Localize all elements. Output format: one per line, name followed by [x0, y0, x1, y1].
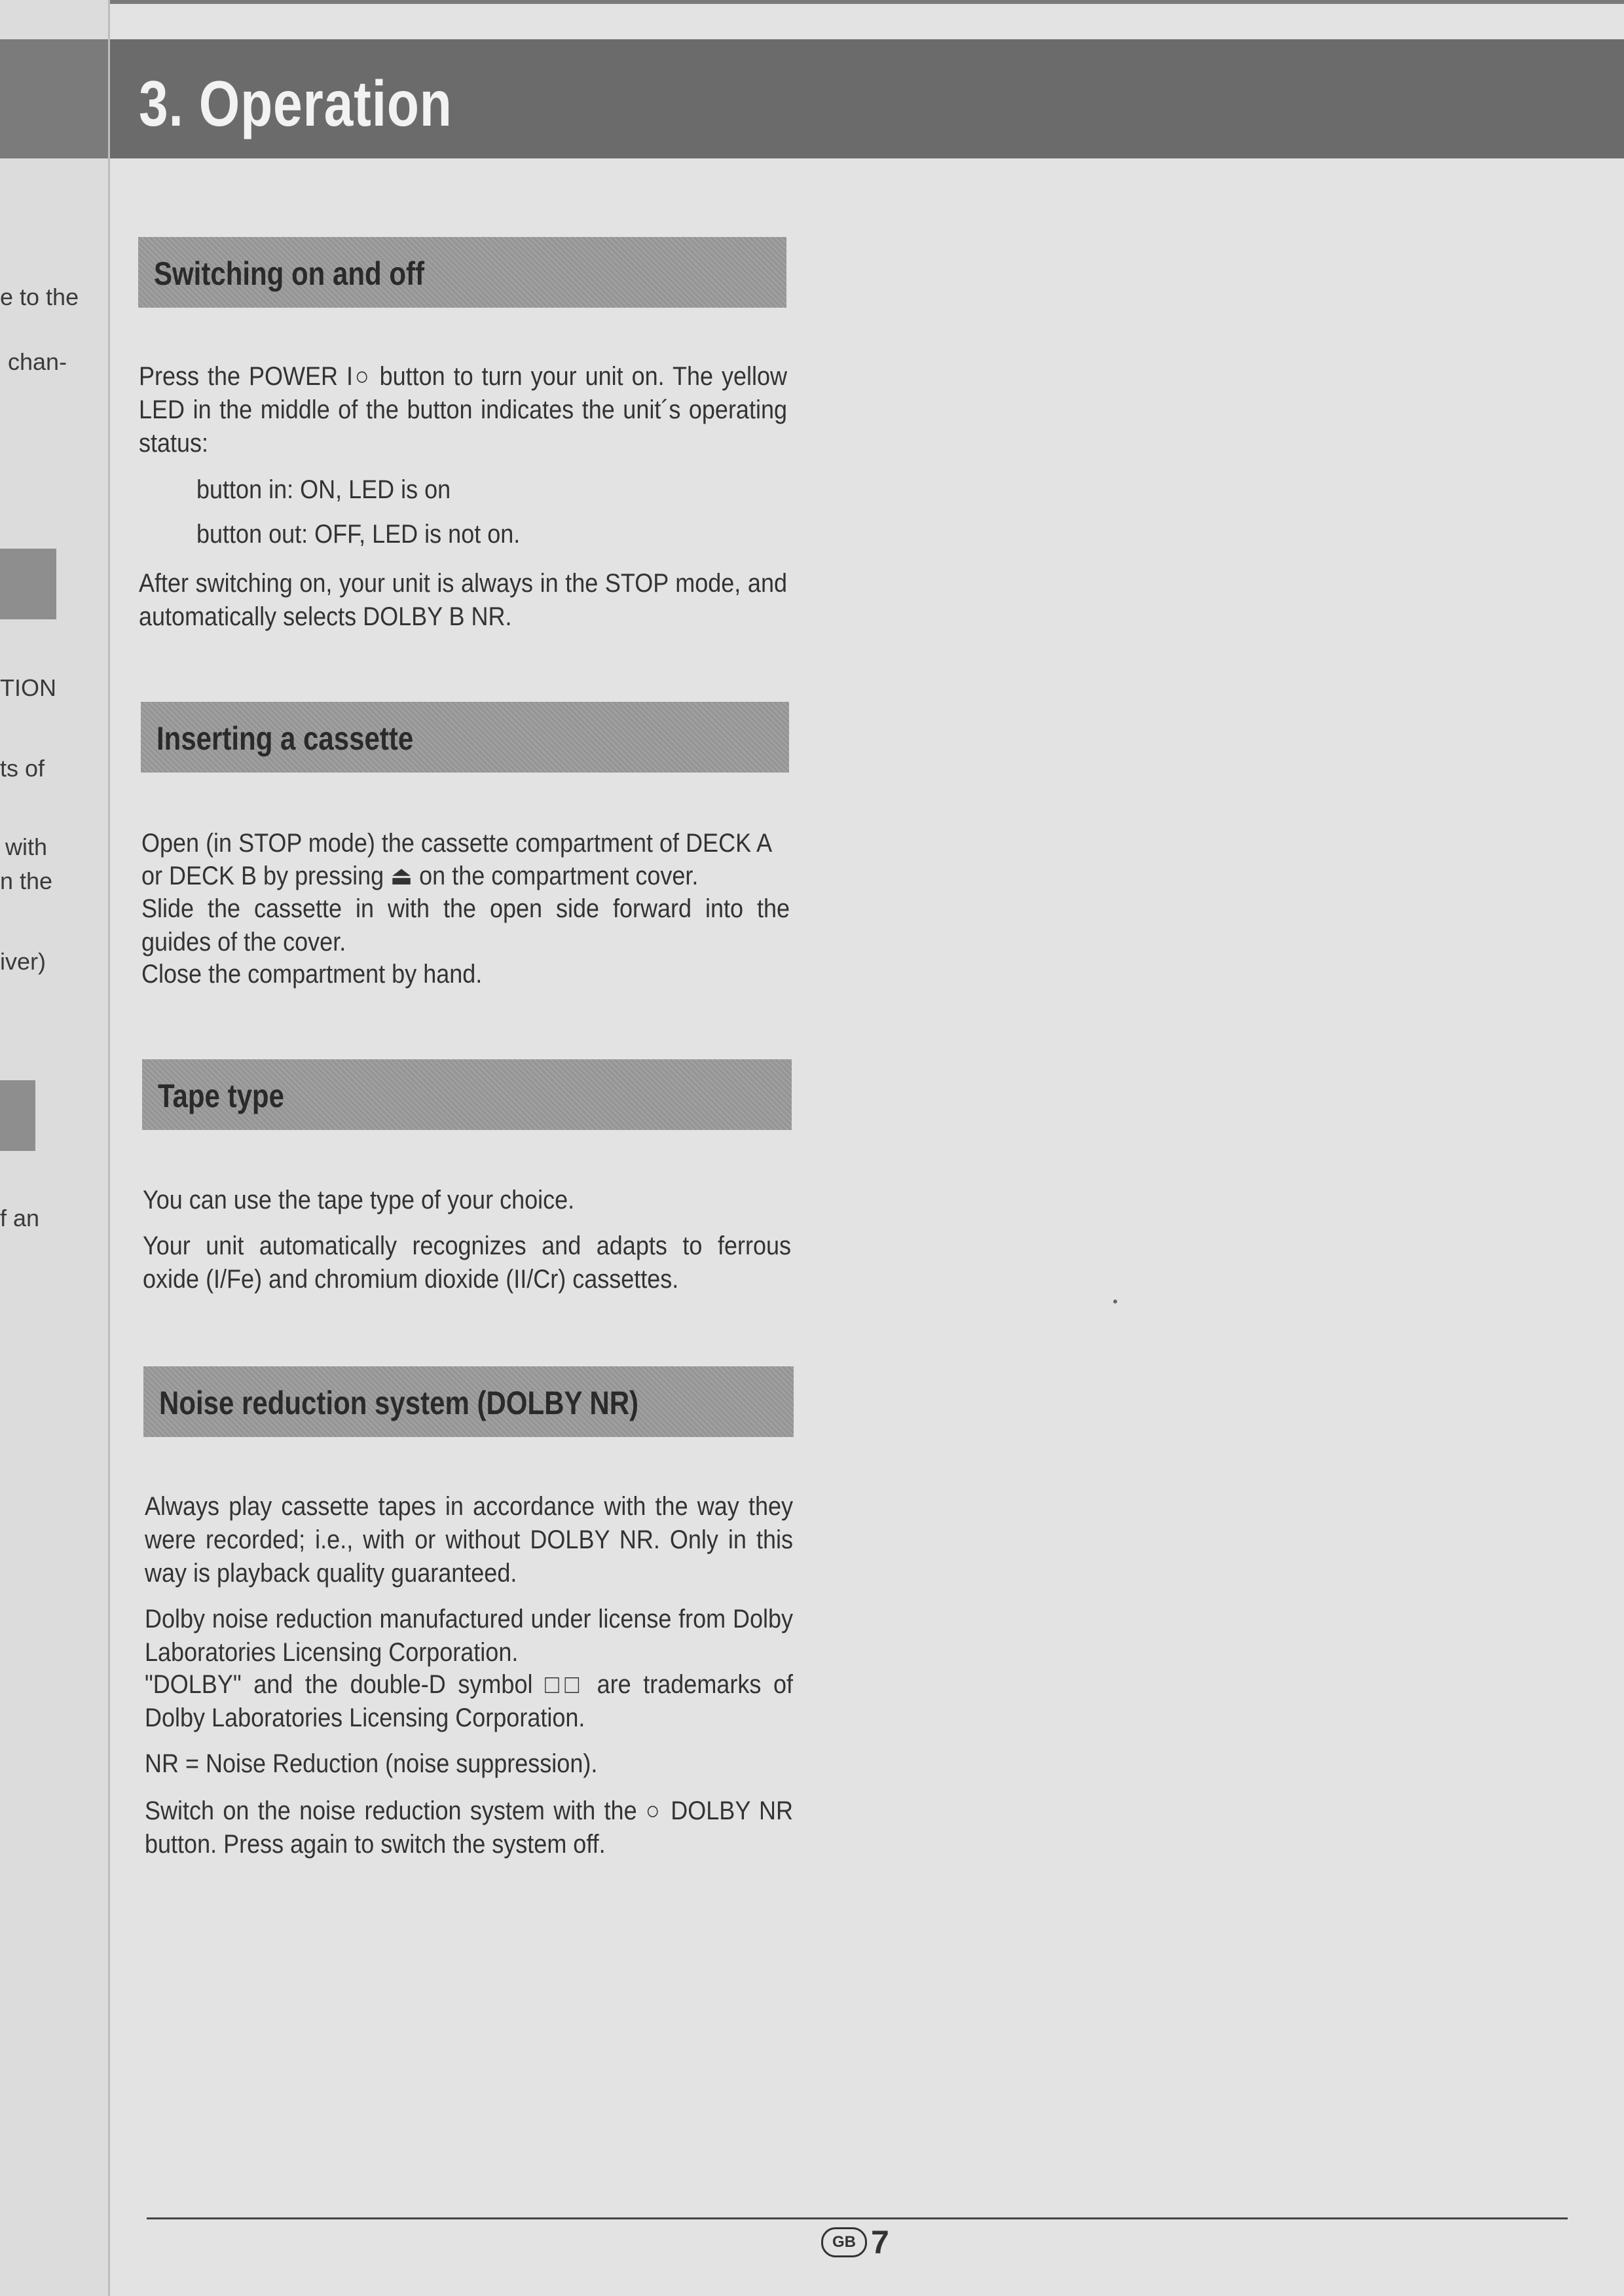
left-facing-page [0, 0, 110, 2296]
paragraph-line: Open (in STOP mode) the cassette compartment of DECK A [141, 829, 773, 858]
paragraph-line: You can use the tape type of your choice. [143, 1186, 575, 1214]
paragraph: Switch on the noise reduction system with the ○ DOLBY NR button. Press again to switch the system off. [145, 1796, 793, 1859]
paragraph-line: or DECK B by pressing ⏏ on the compartment cover. [141, 862, 699, 890]
left-text-fragment: TION [0, 674, 56, 701]
left-text-fragment: e to the [0, 283, 79, 310]
scan-speck [1113, 1300, 1117, 1303]
left-text-fragment: ts of [0, 755, 45, 782]
list-item: button out: OFF, LED is not on. [196, 520, 521, 549]
section-heading-switching [138, 237, 786, 308]
paragraph: "DOLBY" and the double-D symbol □□ are trademarks of Dolby Laboratories Licensing Corporation. [145, 1670, 793, 1732]
left-text-fragment: with [5, 833, 48, 860]
paragraph: Always play cassette tapes in accordance with the way they were recorded; i.e., with or without DOLBY NR. Only in this way is playback quality guaranteed. [145, 1492, 793, 1588]
left-text-fragment: iver) [0, 948, 46, 975]
page-number: 7 [871, 2224, 889, 2261]
left-section-box [0, 1080, 35, 1151]
paragraph-line: Close the compartment by hand. [141, 960, 483, 989]
paragraph: After switching on, your unit is always in the STOP mode, and automatically selects DOLBY B NR. [139, 569, 787, 631]
section-heading-text: Noise reduction system (DOLBY NR) [159, 1385, 639, 1421]
paragraph: Your unit automatically recognizes and adapts to ferrous oxide (I/Fe) and chromium dioxide (II/Cr) cassettes. [143, 1231, 791, 1294]
left-text-fragment: f an [0, 1205, 40, 1231]
paragraph: Dolby noise reduction manufactured under license from Dolby Laboratories Licensing Corporation. [145, 1605, 793, 1667]
section-heading-tape-type [142, 1059, 792, 1130]
language-badge: GB [821, 2227, 867, 2257]
left-text-fragment: n the [0, 867, 53, 894]
section-heading-inserting [141, 702, 789, 773]
chapter-title: 3. Operation [139, 67, 452, 139]
footer-rule [147, 2217, 1568, 2219]
section-heading-dolby [143, 1366, 794, 1437]
page-top-edge [0, 0, 1624, 4]
left-text-fragment: chan- [8, 348, 67, 375]
left-section-box [0, 549, 56, 619]
paragraph: Slide the cassette in with the open side forward into the guides of the cover. [141, 894, 790, 957]
chapter-header [110, 39, 1624, 158]
paragraph: Press the POWER I○ button to turn your unit on. The yellow LED in the middle of the button indicates the unit´s operating status: [139, 362, 787, 458]
left-header-band [0, 39, 108, 158]
list-item: button in: ON, LED is on [196, 475, 451, 504]
section-heading-text: Switching on and off [154, 255, 424, 292]
section-heading-text: Inserting a cassette [157, 720, 414, 757]
page-number-block [821, 2223, 889, 2261]
paragraph-line: NR = Noise Reduction (noise suppression). [145, 1749, 598, 1778]
section-heading-text: Tape type [158, 1078, 284, 1114]
